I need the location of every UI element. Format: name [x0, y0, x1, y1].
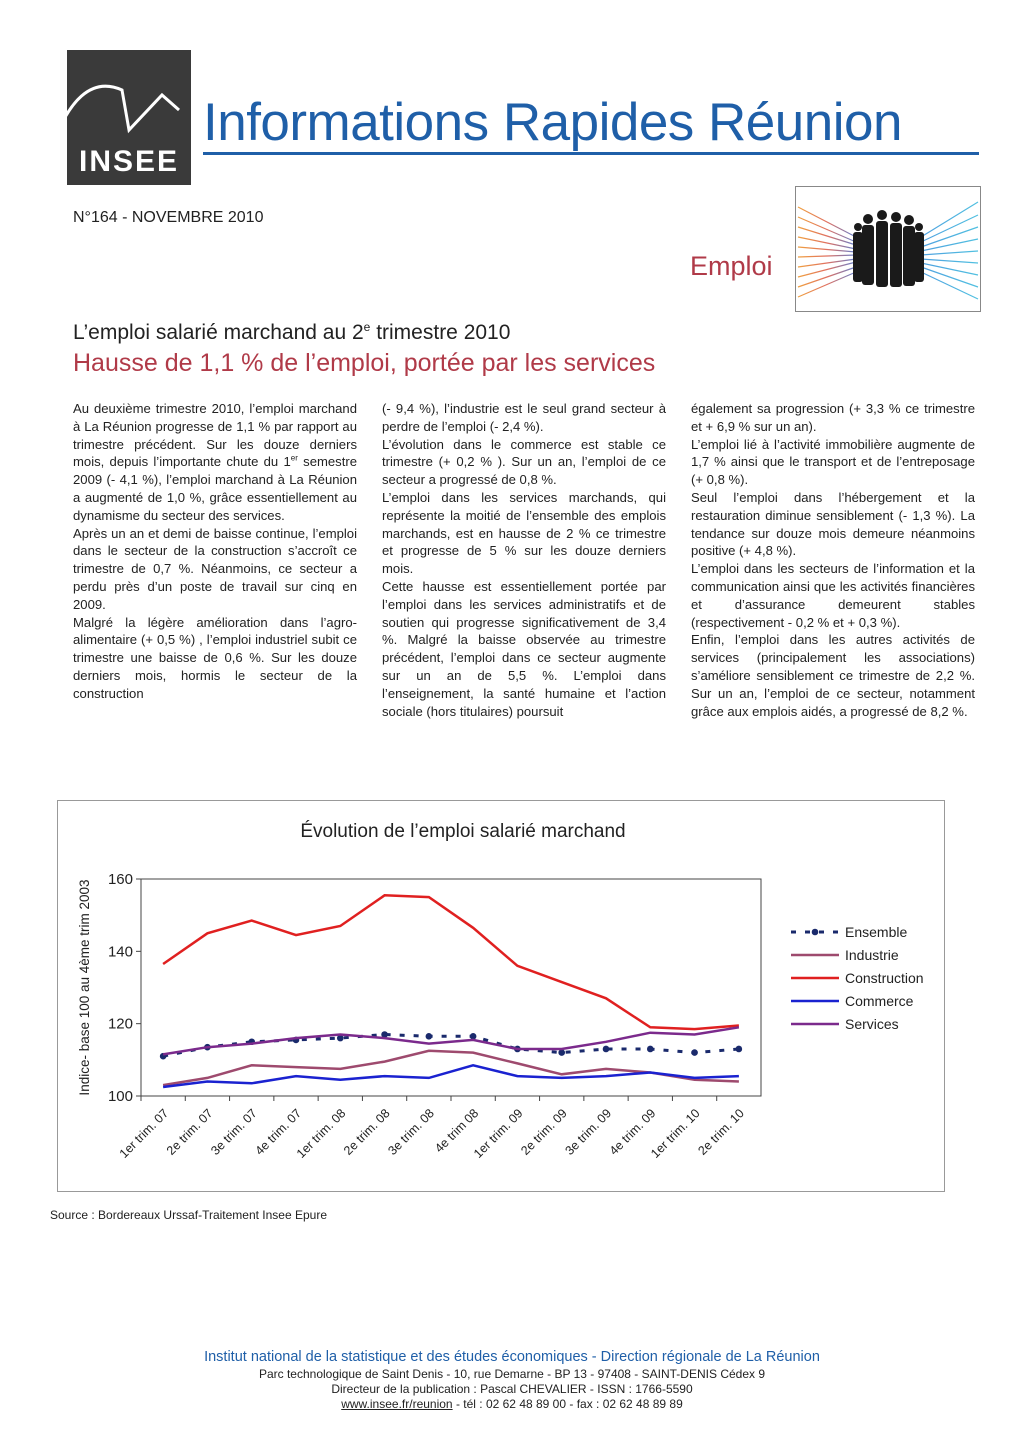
text-column-1: [73, 400, 357, 703]
publication-title: Informations Rapides Réunion: [203, 93, 902, 152]
series-point-ensemble: [426, 1033, 433, 1040]
paragraph: L’emploi lié à l’activité immobilière augmente de 1,7 % ainsi que le transport et de l’entreposage (+ 0,8 %).: [691, 436, 975, 488]
paragraph: L’emploi dans les services marchands, qui représente la moitié de l’ensemble des emplois marchands, est en hausse de 2 % ce trimestre et progresse de 5 % sur les douze derniers mois.: [382, 489, 666, 577]
theme-label: Emploi: [690, 251, 773, 281]
paragraph: Malgré la légère amélioration dans l’agro-alimentaire (+ 0,5 %) , l’emploi industriel subit ce trimestre une baisse de 0,6 %. Sur les douze derniers mois, hormis le secteur de la construction: [73, 614, 357, 701]
x-tick-label: 3e trim. 09: [562, 1106, 615, 1158]
footer-institution: Institut national de la statistique et des études économiques - Direction régionale de La Réunion: [204, 1349, 820, 1365]
chart-svg: [58, 801, 944, 1191]
x-tick-label: 3e trim. 08: [385, 1106, 437, 1158]
x-tick-label: 2e trim. 09: [518, 1106, 570, 1158]
insee-logo: [67, 50, 191, 185]
x-tick-label: 1er trim. 08: [293, 1106, 349, 1161]
logo-text: INSEE: [78, 145, 180, 178]
y-axis-label: Indice- base 100 au 4ème trim 2003: [77, 879, 92, 1096]
issue-number: N°164 - NOVEMBRE 2010: [73, 209, 264, 226]
x-tick-label: 4e trim 08: [432, 1106, 482, 1156]
paragraph: également sa progression (+ 3,3 % ce trimestre et + 6,9 % sur un an).: [691, 401, 975, 434]
series-line-industrie: [163, 1051, 739, 1085]
series-point-ensemble: [603, 1046, 610, 1053]
series-line-commerce: [163, 1065, 739, 1087]
title-underline: [203, 152, 979, 155]
legend-label: Services: [845, 1016, 899, 1032]
series-point-ensemble: [736, 1046, 743, 1053]
series-point-ensemble: [470, 1033, 477, 1040]
x-tick-label: 4e trim. 09: [606, 1106, 659, 1158]
business-people-illustration: [795, 186, 981, 312]
chart-source: Source : Bordereaux Urssaf-Traitement Insee Epure: [50, 1208, 328, 1222]
x-tick-label: 4e trim. 07: [252, 1106, 305, 1158]
series-point-ensemble: [647, 1046, 654, 1053]
paragraph: L’évolution dans le commerce est stable ce trimestre (+ 0,2 % ). Sur un an, l’emploi de ce secteur a progressé de 0,8 %.: [382, 436, 666, 488]
series-point-ensemble: [558, 1049, 565, 1056]
x-tick-label: 1er trim. 09: [470, 1106, 526, 1161]
x-tick-label: 2e trim. 08: [341, 1106, 393, 1158]
legend-label: Construction: [845, 970, 924, 986]
text-column-3: [691, 400, 975, 720]
paragraph: L’emploi dans les secteurs de l’information et la communication ainsi que les activités financières et d’assurance demeurent stables (respectivement - 0,2 % et + 0,3 %).: [691, 561, 975, 630]
x-tick-label: 1er trim. 10: [648, 1106, 703, 1161]
article-subtitle: Hausse de 1,1 % de l’emploi, portée par les services: [73, 349, 656, 377]
paragraph: Seul l’emploi dans l’hébergement et la restauration diminue sensiblement (- 1,3 %). La tendance sur douze mois demeure néanmoins positive (+ 4,8 %).: [691, 489, 975, 559]
paragraph: (- 9,4 %), l’industrie est le seul grand secteur à perdre de l’emploi (- 2,4 %).: [382, 401, 666, 434]
paragraph: Enfin, l’emploi dans les autres activités de services (principalement les associations) s’améliore sensiblement ce trimestre de 2,2 %. Sur un an, l’emploi de ce secteur, notamment grâce aux emplois aidés, a progressé de 8,2 %.: [691, 632, 975, 719]
y-tick-label: 140: [107, 943, 133, 961]
legend-swatch-point: [812, 929, 819, 936]
footer-director: Directeur de la publication : Pascal CHEVALIER - ISSN : 1766-5590: [331, 1382, 693, 1396]
text-column-2: [382, 400, 666, 720]
series-point-ensemble: [691, 1049, 698, 1056]
paragraph: Au deuxième trimestre 2010, l’emploi marchand à La Réunion progresse de 1,1 % par rapport au trimestre précédent. Sur les douze derniers mois, depuis l’importante chute du 1er semestre 2009 (- 4,1 %), l’emploi marchand à La Réunion a augmenté de 1,0 %, grâce essentiellement au dynamisme du secteur des services.: [73, 401, 358, 523]
legend-label: Industrie: [845, 947, 899, 963]
x-tick-label: 2e trim. 07: [163, 1106, 216, 1158]
y-tick-label: 120: [107, 1015, 133, 1033]
paragraph: Cette hausse est essentiellement portée par l’emploi dans les services administratifs et de soutien qui progresse significativement de 3,4 %. Malgré la baisse observée au trimestre précédent, l’emploi dans ce secteur augmente sur un an de 5,5 %. L’emploi dans l’enseignement, la santé humaine et l’action sociale (hors titulaires) poursuit: [382, 578, 666, 719]
y-tick-label: 160: [107, 871, 133, 888]
employment-chart: [57, 800, 945, 1192]
legend-label: Ensemble: [845, 924, 908, 940]
chart-title: Évolution de l’emploi salarié marchand: [300, 821, 626, 842]
footer: [0, 1349, 1024, 1411]
legend-label: Commerce: [845, 993, 914, 1009]
website-link[interactable]: www.insee.fr/reunion: [341, 1397, 453, 1411]
x-tick-label: 2e trim. 10: [695, 1106, 747, 1158]
y-tick-label: 100: [107, 1088, 133, 1105]
x-tick-label: 1er trim. 07: [116, 1106, 172, 1161]
x-tick-label: 3e trim. 07: [208, 1106, 260, 1158]
footer-contact-line: [0, 1397, 1024, 1411]
paragraph: Après un an et demi de baisse continue, l’emploi dans le secteur de la construction s’accroît ce trimestre de 0,7 %. Néanmoins, ce secteur a perdu près d’un poste de travail sur cinq en 2009.: [73, 525, 357, 612]
article-title: L’emploi salarié marchand au 2e trimestre 2010: [73, 320, 511, 344]
series-line-construction: [163, 895, 739, 1029]
footer-phone-fax: - tél : 02 62 48 89 00 - fax : 02 62 48 89 89: [452, 1397, 683, 1411]
footer-address: Parc technologique de Saint Denis - 10, rue Demarne - BP 13 - 97408 - SAINT-DENIS Cédex 9: [258, 1367, 766, 1381]
